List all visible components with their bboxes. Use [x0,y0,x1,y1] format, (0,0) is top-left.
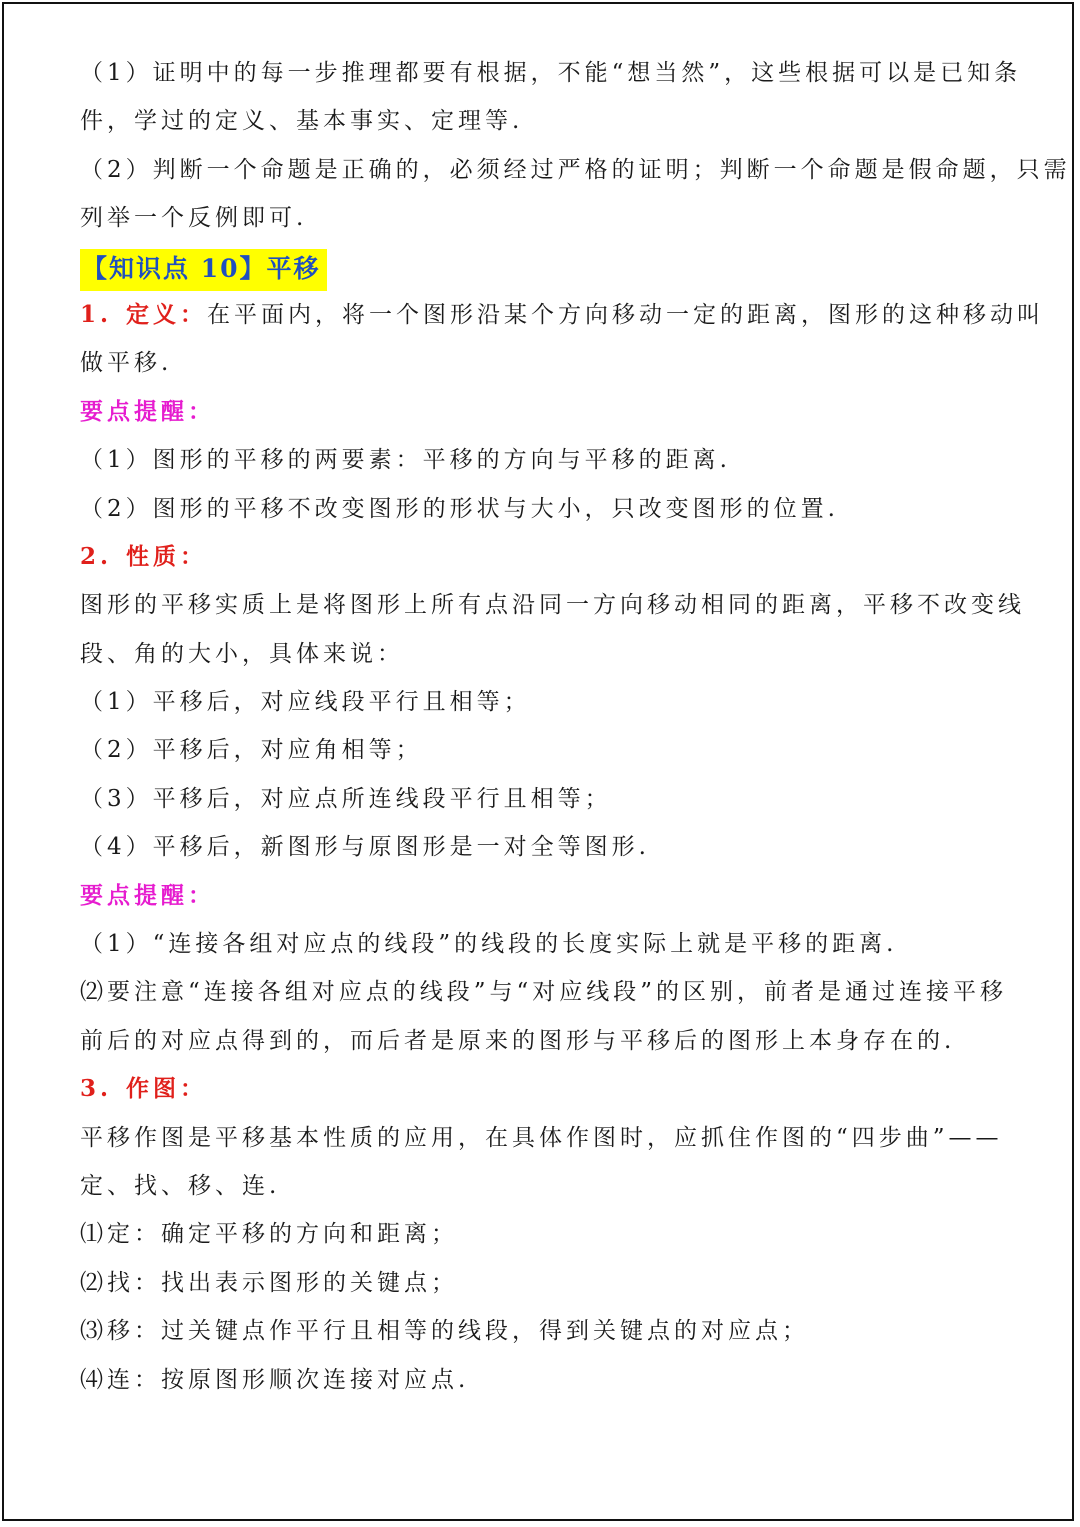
intro-point-2-line-2: 列举一个反例即可. [80,205,308,232]
definition-text: 在平面内，将一个图形沿某个方向移动一定的距离，图形的这种移动叫 [207,301,1044,328]
properties-intro-line-1: 图形的平移实质上是将图形上所有点沿同一方向移动相同的距离，平移不改变线 [80,592,1025,619]
document-body [80,52,1071,1407]
properties-label: 性质： [126,542,207,570]
intro-point-1-line-1: （1）证明中的每一步推理都要有根据，不能“想当然”，这些根据可以是已知条 [80,60,1022,86]
tip2-item-2-line-1: ⑵要注意“连接各组对应点的线段”与“对应线段”的区别，前者是通过连接平移 [80,979,1008,1006]
tip-item: （2）图形的平移不改变图形的形状与大小，只改变图形的位置. [80,495,839,522]
drawing-step: ⑴定：确定平移的方向和距离； [80,1221,458,1248]
properties-number: 2. [80,542,113,570]
definition-line-1 [80,294,1044,342]
property-item: （2）平移后，对应角相等； [80,737,423,764]
property-item: （4）平移后，新图形与原图形是一对全等图形. [80,834,650,861]
tips-label-2: 要点提醒： [80,881,215,909]
property-item: （3）平移后，对应点所连线段平行且相等； [80,785,612,812]
knowledge-point-heading: 【知识点 10】平移 [80,249,327,291]
definition-line-2: 做平移. [80,350,173,377]
drawing-step: ⑶移：过关键点作平行且相等的线段，得到关键点的对应点； [80,1318,809,1345]
drawing-step: ⑵找：找出表示图形的关键点； [80,1269,458,1296]
definition-number: 1. [80,300,113,328]
drawing-number: 3. [80,1075,113,1103]
property-item: （1）平移后，对应线段平行且相等； [80,689,531,716]
knowledge-point-heading-row [80,246,1010,294]
tip2-item-1: （1）“连接各组对应点的线段”的线段的长度实际上就是平移的距离. [80,931,898,958]
tip2-item-2-line-2: 前后的对应点得到的，而后者是原来的图形与平移后的图形上本身存在的. [80,1027,956,1054]
drawing-intro-line-1: 平移作图是平移基本性质的应用，在具体作图时，应抓住作图的“四步曲”—— [80,1124,1003,1151]
intro-point-2-line-1: （2）判断一个命题是正确的，必须经过严格的证明；判断一个命题是假命题，只需 [80,156,1071,183]
drawing-intro-line-2: 定、找、移、连. [80,1172,281,1199]
tips-label-1: 要点提醒： [80,397,215,425]
drawing-title [80,1068,1010,1116]
drawing-step: ⑷连：按原图形顺次连接对应点. [80,1366,470,1393]
properties-title [80,536,1010,584]
tip-item: （1）图形的平移的两要素：平移的方向与平移的距离. [80,447,731,474]
intro-point-1-line-2: 件，学过的定义、基本事实、定理等. [80,108,524,135]
drawing-label: 作图： [126,1075,207,1103]
properties-intro-line-2: 段、角的大小，具体来说： [80,640,404,667]
definition-label: 定义： [126,300,207,328]
